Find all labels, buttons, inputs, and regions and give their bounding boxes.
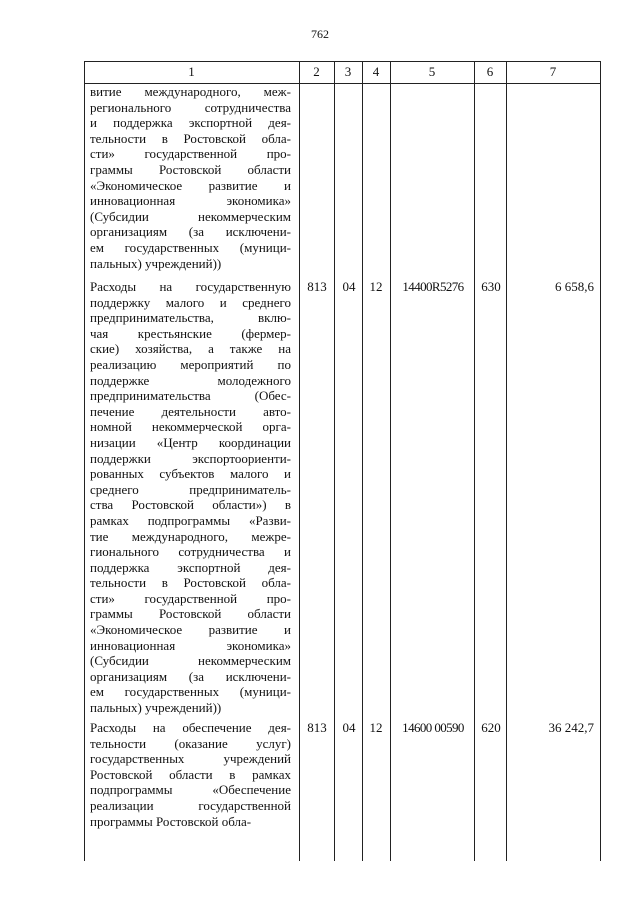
description-line: реализации государственной [90, 797, 291, 813]
description-line: инновационная экономика» [90, 193, 291, 209]
description-line: сти» государственной про- [90, 590, 291, 606]
description-line: предпринимательства (Обес- [90, 388, 291, 404]
table-cell-expense-type: 620 [481, 720, 501, 735]
table-cell-subsection: 12 [369, 720, 383, 735]
table-cell-target-article: 14400R5276 [402, 279, 464, 294]
table-cell-section: 04 [342, 720, 356, 735]
description-line: поддержку малого и среднего [90, 294, 291, 310]
column-border [362, 61, 363, 861]
description-line: рованных субъектов малого и [90, 466, 291, 482]
description-line: сти» государственной про- [90, 146, 291, 162]
description-line: (Субсидии некоммерческим [90, 653, 291, 669]
table-row-description [90, 279, 291, 716]
column-border [84, 61, 85, 861]
description-line: Расходы на обеспечение дея- [90, 720, 291, 735]
description-line: подпрограммы «Обеспечение [90, 782, 291, 798]
page-number: 762 [311, 27, 329, 41]
column-border [506, 61, 507, 861]
description-line: ства Ростовской области») в [90, 497, 291, 513]
column-border [334, 61, 335, 861]
description-line: поддержки экспортоориенти- [90, 450, 291, 466]
description-line: инновационная экономика» [90, 637, 291, 653]
column-header: 1 [188, 64, 195, 79]
description-line: пальных) учреждений)) [90, 255, 222, 271]
description-line: тие международного, межре- [90, 528, 291, 544]
description-line: среднего предприниматель- [90, 481, 291, 497]
table-cell-amount: 36 242,7 [548, 720, 594, 735]
description-line: (Субсидии некоммерческим [90, 208, 291, 224]
column-border [299, 61, 300, 861]
description-line: Расходы на государственную [90, 279, 291, 294]
description-line: реализацию мероприятий по [90, 356, 291, 372]
description-line: пальных) учреждений)) [90, 700, 222, 716]
description-line: Ростовской области в рамках [90, 766, 291, 782]
description-line: «Экономическое развитие и [90, 622, 291, 638]
description-line: и поддержка экспортной дея- [90, 115, 291, 131]
table-cell-target-article: 14600 00590 [402, 720, 464, 735]
description-line: чая крестьянские (фермер- [90, 325, 291, 341]
description-line: номной некоммерческой орга- [90, 419, 291, 435]
description-line: программы Ростовской обла- [90, 813, 252, 829]
description-line: граммы Ростовской области [90, 606, 291, 622]
description-line: тельности в Ростовской обла- [90, 575, 291, 591]
table-cell-code: 813 [307, 720, 327, 735]
table-cell-section: 04 [342, 279, 356, 294]
table-cell-amount: 6 658,6 [555, 279, 594, 294]
description-line: организациям (за исключени- [90, 668, 291, 684]
column-header: 4 [372, 64, 380, 79]
description-line: организациям (за исключени- [90, 224, 291, 240]
description-line: гионального сотрудничества и [90, 544, 291, 560]
description-line: рамках подпрограммы «Разви- [90, 512, 291, 528]
table-row-description [90, 720, 291, 829]
description-line: ем государственных (муници- [90, 684, 291, 700]
description-line: поддержке молодежного [90, 372, 291, 388]
description-line: предпринимательства, вклю- [90, 310, 291, 326]
description-line: государственных учреждений [90, 751, 291, 767]
column-border [390, 61, 391, 861]
column-border [600, 61, 601, 861]
column-header: 7 [549, 64, 557, 79]
description-line: регионального сотрудничества [90, 99, 291, 115]
table-cell-expense-type: 630 [481, 279, 501, 294]
description-line: тельности (оказание услуг) [90, 735, 291, 751]
description-line: ем государственных (муници- [90, 239, 291, 255]
column-header: 6 [486, 64, 494, 79]
description-line: «Экономическое развитие и [90, 177, 291, 193]
description-line: ские) хозяйства, а также на [90, 341, 291, 357]
column-header: 5 [428, 64, 436, 79]
table-cell-code: 813 [307, 279, 327, 294]
table-cell-subsection: 12 [369, 279, 383, 294]
column-header: 3 [344, 64, 352, 79]
table-row-description [90, 84, 291, 271]
table-header [84, 61, 601, 83]
description-line: печение деятельности авто- [90, 403, 291, 419]
column-header: 2 [313, 64, 320, 79]
description-line: граммы Ростовской области [90, 161, 291, 177]
description-line: тельности в Ростовской обла- [90, 130, 291, 146]
description-line: витие международного, меж- [90, 84, 291, 99]
description-line: поддержка экспортной дея- [90, 559, 291, 575]
description-line: низации «Центр координации [90, 434, 291, 450]
column-border [474, 61, 475, 861]
